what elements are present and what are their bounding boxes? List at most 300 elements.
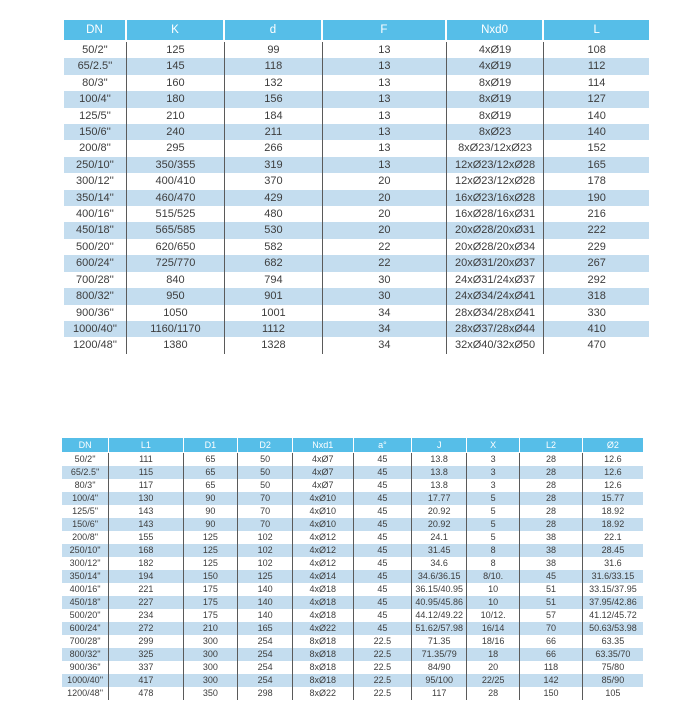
table-row: [62, 544, 643, 557]
table-row: [64, 91, 649, 107]
table-cell: 31.45: [412, 544, 467, 557]
table-cell: 13: [323, 42, 447, 58]
table-cell: 12.6: [604, 454, 622, 464]
table-cell: 20.92: [412, 518, 467, 531]
table-cell: 700/28'': [64, 272, 127, 288]
table-row: [62, 609, 643, 622]
table-row: [62, 583, 643, 596]
table-cell: 118: [520, 661, 583, 674]
table-cell: 95/100: [412, 674, 467, 687]
table-cell: 70: [238, 492, 293, 505]
table-cell: 370: [225, 173, 323, 189]
table-cell: 45: [354, 622, 413, 635]
column-header-f: F: [323, 20, 447, 42]
table-cell: 5: [467, 531, 520, 544]
table-cell: 13.8: [412, 479, 467, 492]
table-cell: 51: [520, 596, 583, 609]
column-header-nxd1: Nxd1: [293, 438, 353, 453]
table-cell: 4xØ14: [293, 570, 353, 583]
table-cell: 460/470: [127, 190, 225, 206]
table-cell: 5: [467, 505, 520, 518]
table-cell: 20xØ31/20xØ37: [447, 255, 544, 271]
table-cell: 10/12.: [467, 609, 520, 622]
table-row: [62, 570, 643, 583]
table-cell: 20: [323, 206, 447, 222]
table-cell: 30: [323, 272, 447, 288]
table-cell: 125: [127, 42, 225, 58]
table-cell: 28xØ34/28xØ41: [447, 305, 544, 321]
table-cell: 22.5: [354, 635, 413, 648]
table-cell: 140: [587, 109, 606, 122]
table-cell: 330: [587, 306, 606, 319]
table-cell: 168: [109, 544, 183, 557]
table-cell: 28: [520, 453, 583, 466]
table-cell: 28: [520, 479, 583, 492]
table-cell: 350/14'': [62, 570, 109, 583]
table-cell: 155: [109, 531, 183, 544]
table-row: [64, 190, 649, 206]
table-cell: 65: [184, 479, 239, 492]
table-cell: 515/525: [127, 206, 225, 222]
table-cell: 16/14: [467, 622, 520, 635]
table-cell: 1000/40'': [64, 321, 127, 337]
table-cell: 470: [587, 339, 606, 352]
table-cell: 13: [323, 108, 447, 124]
table-row: [64, 58, 649, 74]
table-cell: 318: [544, 288, 649, 304]
table-cell: 50.63/53.98: [583, 622, 643, 635]
table-cell: 30: [323, 288, 447, 304]
table-cell: 45: [354, 557, 413, 570]
table-cell: 450/18'': [62, 596, 109, 609]
table-cell: 150/6'': [64, 124, 127, 140]
table-cell: 400/410: [127, 173, 225, 189]
table-cell: 18/16: [467, 635, 520, 648]
table-cell: 12.6: [583, 466, 643, 479]
table-row: [62, 635, 643, 648]
table-cell: 34: [323, 337, 447, 353]
table-cell: 85/90: [583, 674, 643, 687]
table-cell: 22: [323, 255, 447, 271]
table-cell: 140: [238, 596, 293, 609]
table-cell: 222: [544, 222, 649, 238]
table-cell: 565/585: [127, 222, 225, 238]
table-cell: 50/2'': [64, 42, 127, 58]
table-cell: 99: [225, 42, 323, 58]
table-cell: 20: [323, 173, 447, 189]
table-cell: 4xØ7: [293, 479, 353, 492]
table-cell: 4xØ12: [293, 531, 353, 544]
table-cell: 4xØ18: [293, 583, 353, 596]
table-cell: 20xØ28/20xØ31: [447, 222, 544, 238]
table-cell: 45: [354, 518, 413, 531]
table-cell: 300: [184, 674, 239, 687]
table-cell: 211: [225, 124, 323, 140]
table-cell: 127: [544, 91, 649, 107]
table-cell: 31.6: [604, 558, 622, 568]
table-cell: 298: [238, 687, 293, 700]
table-cell: 156: [225, 91, 323, 107]
table-cell: 250/10'': [64, 157, 127, 173]
table-cell: 400/16'': [64, 206, 127, 222]
table-cell: 22.5: [354, 661, 413, 674]
table-cell: 132: [225, 75, 323, 91]
table-cell: 125: [238, 570, 293, 583]
table-cell: 1050: [127, 305, 225, 321]
table-cell: 34.6/36.15: [412, 570, 467, 583]
table-cell: 175: [184, 583, 239, 596]
table-cell: 4xØ12: [293, 544, 353, 557]
table-cell: 24.1: [412, 531, 467, 544]
table-cell: 28: [520, 518, 583, 531]
table-cell: 500/20'': [64, 239, 127, 255]
table-cell: 4xØ10: [293, 518, 353, 531]
table-cell: 682: [225, 255, 323, 271]
table-cell: 4xØ22: [293, 622, 353, 635]
table-cell: 240: [127, 124, 225, 140]
table-cell: 3: [467, 453, 520, 466]
table-cell: 50: [238, 466, 293, 479]
table-cell: 31.6/33.15: [583, 570, 643, 583]
table-row: [64, 222, 649, 238]
table-cell: 117: [109, 479, 183, 492]
table-cell: 254: [238, 635, 293, 648]
table-cell: 34: [323, 305, 447, 321]
table-cell: 200/8'': [62, 531, 109, 544]
table-cell: 140: [238, 609, 293, 622]
table-cell: 50: [238, 479, 293, 492]
table-cell: 295: [127, 140, 225, 156]
table-cell: 8xØ22: [293, 687, 353, 700]
table-cell: 1200/48'': [64, 337, 127, 353]
table-row: [62, 466, 643, 479]
flange-table-upper: [64, 20, 649, 354]
table-cell: 12xØ23/12xØ28: [447, 157, 544, 173]
table-cell: 51.62/57.98: [412, 622, 467, 635]
table-cell: 13: [323, 58, 447, 74]
table-cell: 140: [238, 583, 293, 596]
table-row: [62, 479, 643, 492]
table-cell: 71.35/79: [412, 648, 467, 661]
table-cell: 5: [467, 518, 520, 531]
table-cell: 600/24'': [62, 622, 109, 635]
column-header-a: a°: [354, 438, 413, 453]
table-cell: 20: [323, 222, 447, 238]
table-cell: 292: [587, 273, 606, 286]
table-row: [64, 173, 649, 189]
column-header-j: J: [412, 438, 467, 453]
table-cell: 130: [109, 492, 183, 505]
table-cell: 24xØ34/24xØ41: [447, 288, 544, 304]
table-cell: 184: [225, 108, 323, 124]
table-cell: 480: [225, 206, 323, 222]
column-header-l1: L1: [109, 438, 183, 453]
table-cell: 417: [109, 674, 183, 687]
column-header-d1: D1: [184, 438, 239, 453]
table-cell: 410: [544, 321, 649, 337]
table-cell: 45: [520, 570, 583, 583]
table-cell: 36.15/40.95: [412, 583, 467, 596]
table-row: [64, 305, 649, 321]
table-row: [62, 505, 643, 518]
table-cell: 620/650: [127, 239, 225, 255]
table-row: [64, 255, 649, 271]
table-cell: 300/12'': [62, 557, 109, 570]
table-cell: 950: [127, 288, 225, 304]
table-cell: 8xØ19: [447, 108, 544, 124]
table-cell: 4xØ18: [293, 596, 353, 609]
table-cell: 45: [354, 492, 413, 505]
column-header-nxd0: Nxd0: [447, 20, 544, 42]
table-cell: 45: [354, 596, 413, 609]
table-cell: 319: [225, 157, 323, 173]
table-cell: 20: [467, 661, 520, 674]
table-cell: 13: [323, 140, 447, 156]
table-cell: 1200/48'': [62, 687, 109, 700]
table-cell: 125: [184, 531, 239, 544]
column-header-d2: D2: [238, 438, 293, 453]
table-cell: 28: [520, 492, 583, 505]
table-cell: 8xØ19: [447, 75, 544, 91]
table-cell: 16xØ28/16xØ31: [447, 206, 544, 222]
table-cell: 4xØ7: [293, 453, 353, 466]
table-cell: 22.5: [354, 687, 413, 700]
column-header-l2: L2: [520, 438, 583, 453]
table-cell: 51: [520, 583, 583, 596]
table-cell: 250/10'': [62, 544, 109, 557]
table-cell: 13: [323, 91, 447, 107]
table-cell: 150: [184, 570, 239, 583]
table-cell: 28: [520, 466, 583, 479]
table-cell: 8: [467, 544, 520, 557]
table-cell: 75/80: [601, 662, 625, 672]
table-cell: 3: [467, 479, 520, 492]
table-cell: 63.35/70: [583, 648, 643, 661]
table-cell: 200/8'': [64, 140, 127, 156]
column-header-dn: DN: [62, 438, 109, 453]
table-cell: 300: [184, 648, 239, 661]
table-cell: 4xØ18: [293, 609, 353, 622]
table-cell: 478: [109, 687, 183, 700]
table-cell: 165: [544, 157, 649, 173]
table-cell: 10: [467, 583, 520, 596]
table-cell: 900/36'': [62, 661, 109, 674]
table-cell: 900/36'': [64, 305, 127, 321]
table-cell: 143: [109, 505, 183, 518]
table-cell: 725/770: [127, 255, 225, 271]
table-cell: 63.35: [601, 636, 625, 646]
table-cell: 18: [467, 648, 520, 661]
table-cell: 210: [184, 622, 239, 635]
table-row: [62, 453, 643, 466]
table-cell: 45: [354, 453, 413, 466]
table-cell: 350/14'': [64, 190, 127, 206]
table-cell: 18.92: [583, 518, 643, 531]
table-cell: 190: [544, 190, 649, 206]
table-cell: 84/90: [412, 661, 467, 674]
table-cell: 50: [238, 453, 293, 466]
table-cell: 1160/1170: [127, 321, 225, 337]
table-row: [62, 622, 643, 635]
table-cell: 45: [354, 479, 413, 492]
table-cell: 10: [467, 596, 520, 609]
table-cell: 34.6: [412, 557, 467, 570]
table-cell: 38: [520, 557, 583, 570]
table-cell: 90: [184, 505, 239, 518]
table-cell: 901: [225, 288, 323, 304]
table-row: [62, 557, 643, 570]
table-cell: 41.12/45.72: [589, 610, 637, 620]
table-cell: 108: [587, 44, 606, 56]
table-cell: 102: [238, 557, 293, 570]
table-row: [64, 75, 649, 91]
table-cell: 8/10.: [467, 570, 520, 583]
table-cell: 114: [587, 76, 606, 89]
table-cell: 38: [520, 531, 583, 544]
table-cell: 13.8: [412, 466, 467, 479]
table-cell: 8xØ19: [447, 91, 544, 107]
column-header-x: X: [467, 438, 520, 453]
table-cell: 20.92: [412, 505, 467, 518]
table-cell: 12xØ23/12xØ28: [447, 173, 544, 189]
table-row: [64, 337, 649, 353]
table-cell: 13.8: [412, 453, 467, 466]
table-cell: 13: [323, 124, 447, 140]
table-cell: 337: [109, 661, 183, 674]
table-cell: 111: [109, 453, 183, 466]
table-cell: 4xØ10: [293, 505, 353, 518]
table-cell: 4xØ19: [447, 58, 544, 74]
table-cell: 13: [323, 75, 447, 91]
table-cell: 8xØ18: [293, 661, 353, 674]
table-cell: 65: [184, 466, 239, 479]
table-cell: 37.95/42.86: [583, 596, 643, 609]
table-cell: 142: [520, 674, 583, 687]
table-cell: 267: [544, 255, 649, 271]
table-cell: 65/2.5'': [62, 466, 109, 479]
column-header-k: K: [127, 20, 225, 42]
table-cell: 300/12'': [64, 173, 127, 189]
table-cell: 13: [323, 157, 447, 173]
table-row: [62, 492, 643, 505]
table-cell: 180: [127, 91, 225, 107]
table-cell: 45: [354, 570, 413, 583]
table-cell: 22.5: [354, 674, 413, 687]
table-row: [62, 687, 643, 700]
table-cell: 80/3'': [64, 75, 127, 91]
table-cell: 5: [467, 492, 520, 505]
table-cell: 20: [323, 190, 447, 206]
table-cell: 8xØ23/12xØ23: [447, 140, 544, 156]
table-row: [64, 239, 649, 255]
table-cell: 45: [354, 583, 413, 596]
table-cell: 165: [238, 622, 293, 635]
table-cell: 1380: [127, 337, 225, 353]
table-cell: 272: [109, 622, 183, 635]
table-cell: 350: [184, 687, 239, 700]
table-cell: 90: [184, 492, 239, 505]
table-cell: 140: [544, 124, 649, 140]
table-row: [64, 108, 649, 124]
table-cell: 22: [323, 239, 447, 255]
table-cell: 65/2.5'': [64, 58, 127, 74]
table-cell: 582: [225, 239, 323, 255]
table-cell: 125: [184, 557, 239, 570]
table-cell: 530: [225, 222, 323, 238]
table-cell: 17.77: [412, 492, 467, 505]
table-cell: 22.1: [604, 532, 622, 542]
table-cell: 40.95/45.86: [412, 596, 467, 609]
table-cell: 22/25: [467, 674, 520, 687]
table-cell: 152: [587, 142, 606, 155]
table-row: [64, 42, 649, 58]
table-cell: 38: [520, 544, 583, 557]
table-cell: 112: [544, 58, 649, 74]
table-cell: 22.5: [354, 648, 413, 661]
table-cell: 28: [520, 505, 583, 518]
table-cell: 300: [184, 635, 239, 648]
table-row: [64, 321, 649, 337]
table-cell: 118: [225, 58, 323, 74]
table-cell: 100/4'': [64, 91, 127, 107]
table-cell: 266: [225, 140, 323, 156]
table-cell: 45: [354, 609, 413, 622]
table-cell: 175: [184, 596, 239, 609]
header-row: [62, 438, 643, 453]
column-header-dn: DN: [64, 20, 127, 42]
table-cell: 70: [238, 505, 293, 518]
table-cell: 300: [184, 661, 239, 674]
table-row: [62, 674, 643, 687]
table-row: [62, 661, 643, 674]
table-cell: 4xØ12: [293, 557, 353, 570]
column-header-d: d: [225, 20, 323, 42]
table-cell: 160: [127, 75, 225, 91]
table-cell: 299: [109, 635, 183, 648]
table-cell: 794: [225, 272, 323, 288]
table-cell: 150/6'': [62, 518, 109, 531]
table-cell: 80/3'': [62, 479, 109, 492]
table-cell: 70: [238, 518, 293, 531]
table-cell: 145: [127, 58, 225, 74]
table-cell: 8: [467, 557, 520, 570]
table-cell: 254: [238, 648, 293, 661]
table-cell: 28.45: [583, 544, 643, 557]
table-row: [64, 206, 649, 222]
table-cell: 182: [109, 557, 183, 570]
table-cell: 115: [109, 466, 183, 479]
table-cell: 45: [354, 466, 413, 479]
table-row: [64, 157, 649, 173]
table-cell: 4xØ10: [293, 492, 353, 505]
table-cell: 600/24'': [64, 255, 127, 271]
table-cell: 50/2'': [62, 453, 109, 466]
table-cell: 800/32'': [64, 288, 127, 304]
table-cell: 45: [354, 505, 413, 518]
table-cell: 66: [520, 635, 583, 648]
table-cell: 178: [587, 175, 606, 188]
table-cell: 800/32'': [62, 648, 109, 661]
table-cell: 194: [109, 570, 183, 583]
table-row: [62, 518, 643, 531]
table-cell: 100/4'': [62, 492, 109, 505]
table-cell: 65: [184, 453, 239, 466]
table-cell: 28xØ37/28xØ44: [447, 321, 544, 337]
table-cell: 350/355: [127, 157, 225, 173]
table-cell: 24xØ31/24xØ37: [447, 272, 544, 288]
table-cell: 90: [184, 518, 239, 531]
table-cell: 20xØ28/20xØ34: [447, 239, 544, 255]
